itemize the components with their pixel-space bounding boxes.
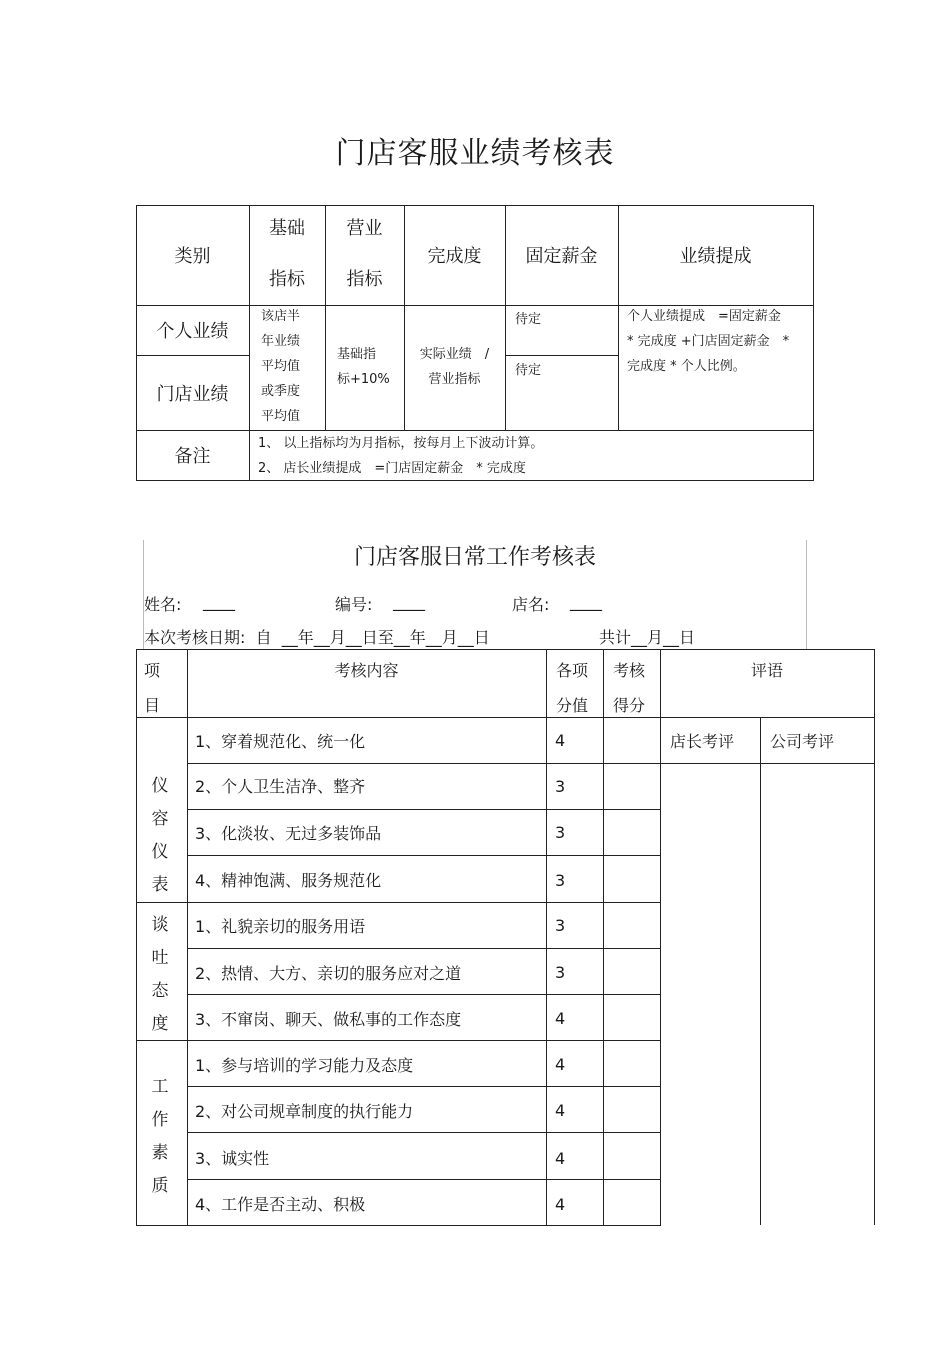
name-blank[interactable]: ____ [203,592,235,611]
group-label-manner [150,909,170,1041]
header-completion: 完成度 [427,246,482,267]
list-item: 2、对公司规章制度的执行能力 [195,1102,414,1121]
header-sales-line1: 营业 [346,218,383,239]
group-label-char: 容 [151,809,169,829]
item-points: 4 [555,1149,566,1168]
header-fixed-salary: 固定薪金 [525,246,598,267]
list-item: 3、化淡妆、无过多装饰品 [195,824,382,843]
group-label-char: 吐 [151,948,169,968]
item-points: 3 [555,823,566,842]
list-item: 2、个人卫生洁净、整齐 [195,777,366,796]
commission-description [627,304,811,379]
list-item: 1、穿着规范化、统一化 [195,732,366,751]
list-item: 4、工作是否主动、积极 [195,1195,366,1214]
header-score-line1: 考核 [613,661,646,680]
group-label-char: 仪 [151,776,169,796]
total-duration: 共计__月__日 [599,628,696,647]
group-label-char: 质 [151,1176,169,1196]
commission-desc-line: * 完成度 +门店固定薪金 * [627,334,790,349]
base-description [261,304,323,429]
item-points: 3 [555,871,566,890]
completion-description [404,342,505,392]
base-desc-line: 该店半 [261,309,301,324]
store-blank[interactable]: ____ [570,592,602,611]
group-label-char: 谈 [151,915,169,935]
group-label-char: 态 [151,981,169,1001]
header-points-line2: 分值 [556,696,589,715]
sales-desc-line: 标+10% [337,372,390,387]
fixed-salary-store: 待定 [515,363,542,378]
group-label-char: 素 [151,1143,169,1163]
completion-desc-line: 实际业绩 / [419,347,490,362]
note-line: 2、 店长业绩提成 =门店固定薪金 * 完成度 [258,461,526,476]
fixed-salary-personal: 待定 [515,312,542,327]
number-label: 编号: [335,595,373,614]
item-points: 4 [555,1195,566,1214]
group-label-quality [150,1071,170,1203]
commission-desc-line: 个人业绩提成 =固定薪金 [627,309,781,324]
group-label-char: 工 [151,1077,169,1097]
daily-table-title: 门店客服日常工作考核表 [353,545,596,570]
list-item: 1、礼貌亲切的服务用语 [195,917,366,936]
group-label-appearance [150,770,170,902]
item-points: 3 [555,916,566,935]
note-content [258,431,810,481]
name-label: 姓名: [144,595,182,614]
header-points-line1: 各项 [556,661,589,680]
store-label: 店名: [512,595,550,614]
note-line: 1、 以上指标均为月指标，按每月上下波动计算。 [258,436,544,451]
assessment-date: 本次考核日期: 自 __年__月__日至__年__月__日 [144,628,490,647]
item-points: 4 [555,731,566,750]
header-company-comment: 公司考评 [770,732,835,751]
row-personal-label: 个人业绩 [156,321,229,342]
base-desc-line: 平均值 [261,409,301,424]
header-commission: 业绩提成 [679,246,752,267]
commission-desc-line: 完成度 * 个人比例。 [627,359,746,374]
header-item-line1: 项 [144,661,161,680]
page-title: 门店客服业绩考核表 [335,136,615,171]
base-desc-line: 平均值 [261,359,301,374]
list-item: 2、热情、大方、亲切的服务应对之道 [195,964,462,983]
item-points: 4 [555,1055,566,1074]
sales-description [337,342,401,392]
item-points: 3 [555,963,566,982]
base-desc-line: 年业绩 [261,334,301,349]
completion-desc-line: 营业指标 [428,372,481,387]
item-points: 3 [555,777,566,796]
list-item: 1、参与培训的学习能力及态度 [195,1056,414,1075]
header-base-line1: 基础 [269,218,305,239]
group-label-char: 表 [151,875,169,895]
header-score-line2: 得分 [613,696,646,715]
header-sales-line2: 指标 [346,269,383,290]
row-store-label: 门店业绩 [156,383,229,405]
header-category: 类别 [174,246,211,267]
item-points: 4 [555,1101,566,1120]
row-note-label: 备注 [174,446,211,467]
group-label-char: 作 [151,1110,169,1130]
header-item-line2: 目 [144,696,161,715]
list-item: 4、精神饱满、服务规范化 [195,871,382,890]
group-label-char: 仪 [151,842,169,862]
sales-desc-line: 基础指 [337,347,377,362]
item-points: 4 [555,1009,566,1028]
number-blank[interactable]: ____ [393,592,425,611]
list-item: 3、不窜岗、聊天、做私事的工作态度 [195,1010,462,1029]
header-content: 考核内容 [334,661,399,680]
list-item: 3、诚实性 [195,1149,270,1168]
group-label-char: 度 [151,1014,169,1034]
base-desc-line: 或季度 [261,384,301,399]
header-manager-comment: 店长考评 [670,732,735,751]
header-base-line2: 指标 [269,269,305,290]
header-comment: 评语 [750,661,783,680]
